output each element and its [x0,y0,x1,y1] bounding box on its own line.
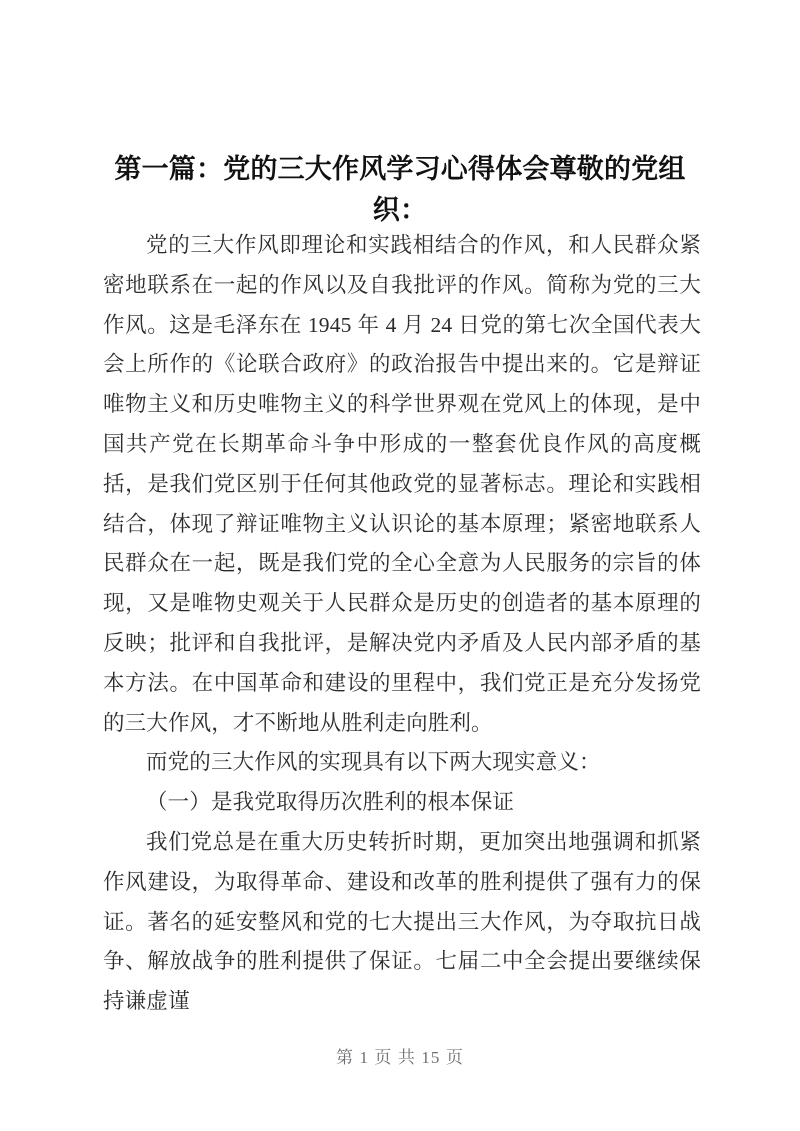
body-paragraph: 而党的三大作风的实现具有以下两大现实意义： [146,750,601,775]
document-body [103,226,701,1022]
page-footer: 第 1 页 共 15 页 [336,1048,464,1067]
body-paragraph: 党的三大作风即理论和实践相结合的作风，和人民群众紧密地联系在一起的作风以及自我批评的作风。简称为党的三大作风。这是毛泽东在 1945 年 4 月 24 日党的第七次全国代表大会上所作的《论联合政府》的政治报告中提出来的。它是辩证唯物主义和历史唯物主义的科学世界观在党风上的体现，是中国共产党在长期革命斗争中形成的一整套优良作风的高度概括，是我们党区别于任何其他政党的显著标志。理论和实践相结合，体现了辩证唯物主义认识论的基本原理；紧密地联系人民群众在一起，既是我们党的全心全意为人民服务的宗旨的体现，又是唯物史观关于人民群众是历史的创造者的基本原理的反映；批评和自我批评，是解决党内矛盾及人民内部矛盾的基本方法。在中国革命和建设的里程中，我们党正是充分发扬党的三大作风，才不断地从胜利走向胜利。 [103,233,701,735]
page-title: 第一篇：党的三大作风学习心得体会尊敬的党组织： [114,154,686,226]
body-paragraph: 我们党总是在重大历史转折时期，更加突出地强调和抓紧作风建设，为取得革命、建设和改革的胜利提供了强有力的保证。著名的延安整风和党的七大提出三大作风，为夺取抗日战争、解放战争的胜利提供了保证。七届二中全会提出要继续保持谦虚谨 [103,829,701,1014]
body-paragraph: （一）是我党取得历次胜利的根本保证 [146,790,515,815]
